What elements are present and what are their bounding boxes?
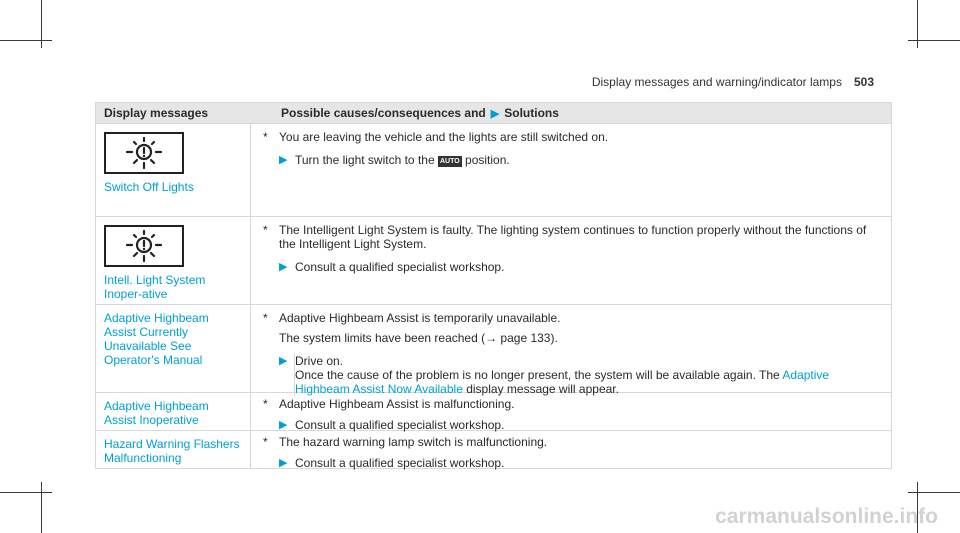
solution-step (261, 418, 879, 432)
crop-mark (41, 482, 42, 533)
message-text: Adaptive Highbeam Assist Currently Unavailable See Operator's Manual (104, 311, 209, 367)
message-text: Hazard Warning Flashers Malfunctioning (104, 437, 240, 465)
solution-cell (251, 124, 891, 216)
col-display-messages: Display messages (104, 106, 209, 120)
message-text: Switch Off Lights (104, 180, 194, 194)
solution-step (261, 354, 879, 396)
page-header (592, 75, 874, 89)
messages-table (95, 102, 892, 469)
message-cell (96, 393, 251, 430)
play-arrow-icon: ▶ (279, 261, 288, 273)
cause-text: The hazard warning lamp switch is malfunctioning. (279, 435, 548, 449)
bullet: * (263, 435, 268, 449)
watermark: carmanualsonline.info (715, 505, 938, 528)
play-arrow-icon: ▶ (279, 457, 288, 469)
step-text (294, 354, 879, 396)
cause-item (261, 311, 879, 325)
col2-header-prefix: Possible causes/consequences and (281, 106, 486, 120)
bullet: * (263, 223, 268, 237)
cause-detail-text: The system limits have been reached (→ page 133). (279, 331, 558, 345)
cause-item (261, 397, 879, 411)
message-cell (96, 431, 251, 468)
cause-text: You are leaving the vehicle and the lights are still switched on. (279, 130, 609, 144)
table-row (96, 216, 891, 304)
bullet: * (263, 397, 268, 411)
bullet: * (263, 130, 268, 144)
table-header (96, 103, 891, 123)
play-arrow-icon: ▶ (279, 154, 288, 166)
col-causes-solutions (259, 106, 559, 120)
cause-item (261, 223, 879, 251)
page-number: 503 (853, 75, 874, 89)
step-text-post: position. (465, 153, 510, 167)
auto-icon: AUTO (439, 158, 460, 165)
message-reference: Adaptive Highbeam Assist Now Available (295, 368, 830, 396)
table-row (96, 392, 891, 430)
table-row (96, 430, 891, 468)
step-detail-pre: Once the cause of the problem is no longer present, the system will be available again. The (295, 368, 780, 382)
play-arrow-icon: ▶ (279, 419, 288, 431)
play-arrow-icon: ▶ (490, 107, 500, 120)
cause-text: Adaptive Highbeam Assist is temporarily unavailable. (279, 311, 561, 325)
header-title: Display messages and warning/indicator lamps (591, 75, 842, 89)
step-text (295, 153, 879, 167)
solution-cell (251, 431, 891, 468)
step-text-pre: Turn the light switch to the (295, 153, 435, 167)
crop-mark (0, 40, 52, 41)
solution-cell (251, 305, 891, 396)
crop-mark (0, 492, 52, 493)
solution-step (261, 260, 879, 274)
cause-text: The Intelligent Light System is faulty. The lighting system continues to function properly without the functions of the Intelligent Light System. (279, 223, 867, 251)
step-text: Consult a qualified specialist workshop. (295, 418, 505, 432)
table-row (96, 304, 891, 396)
solution-cell (251, 217, 891, 304)
message-cell (96, 305, 251, 392)
message-text: Adaptive Highbeam Assist Inoperative (104, 399, 209, 427)
message-cell (96, 124, 251, 216)
step-detail-post: display message will appear. (466, 382, 619, 396)
play-arrow-icon: ▶ (279, 355, 288, 367)
light-warning-icon (104, 225, 184, 267)
solution-step (261, 153, 879, 167)
crop-mark (908, 492, 960, 493)
col2-header-suffix: Solutions (504, 106, 559, 120)
table-row (96, 123, 891, 216)
solution-cell (251, 393, 891, 430)
message-text: Intell. Light System Inoper-ative (104, 273, 206, 301)
cause-text: Adaptive Highbeam Assist is malfunctioning. (279, 397, 515, 411)
crop-mark (908, 40, 960, 41)
light-warning-icon (104, 132, 184, 174)
message-cell (96, 217, 251, 304)
cause-detail (261, 331, 879, 345)
cause-item (261, 130, 879, 144)
step-text-main: Drive on. (295, 354, 344, 368)
cause-item (261, 435, 879, 449)
step-text: Consult a qualified specialist workshop. (295, 456, 505, 470)
bullet: * (263, 311, 268, 325)
step-text: Consult a qualified specialist workshop. (295, 260, 505, 274)
solution-step (261, 456, 879, 470)
